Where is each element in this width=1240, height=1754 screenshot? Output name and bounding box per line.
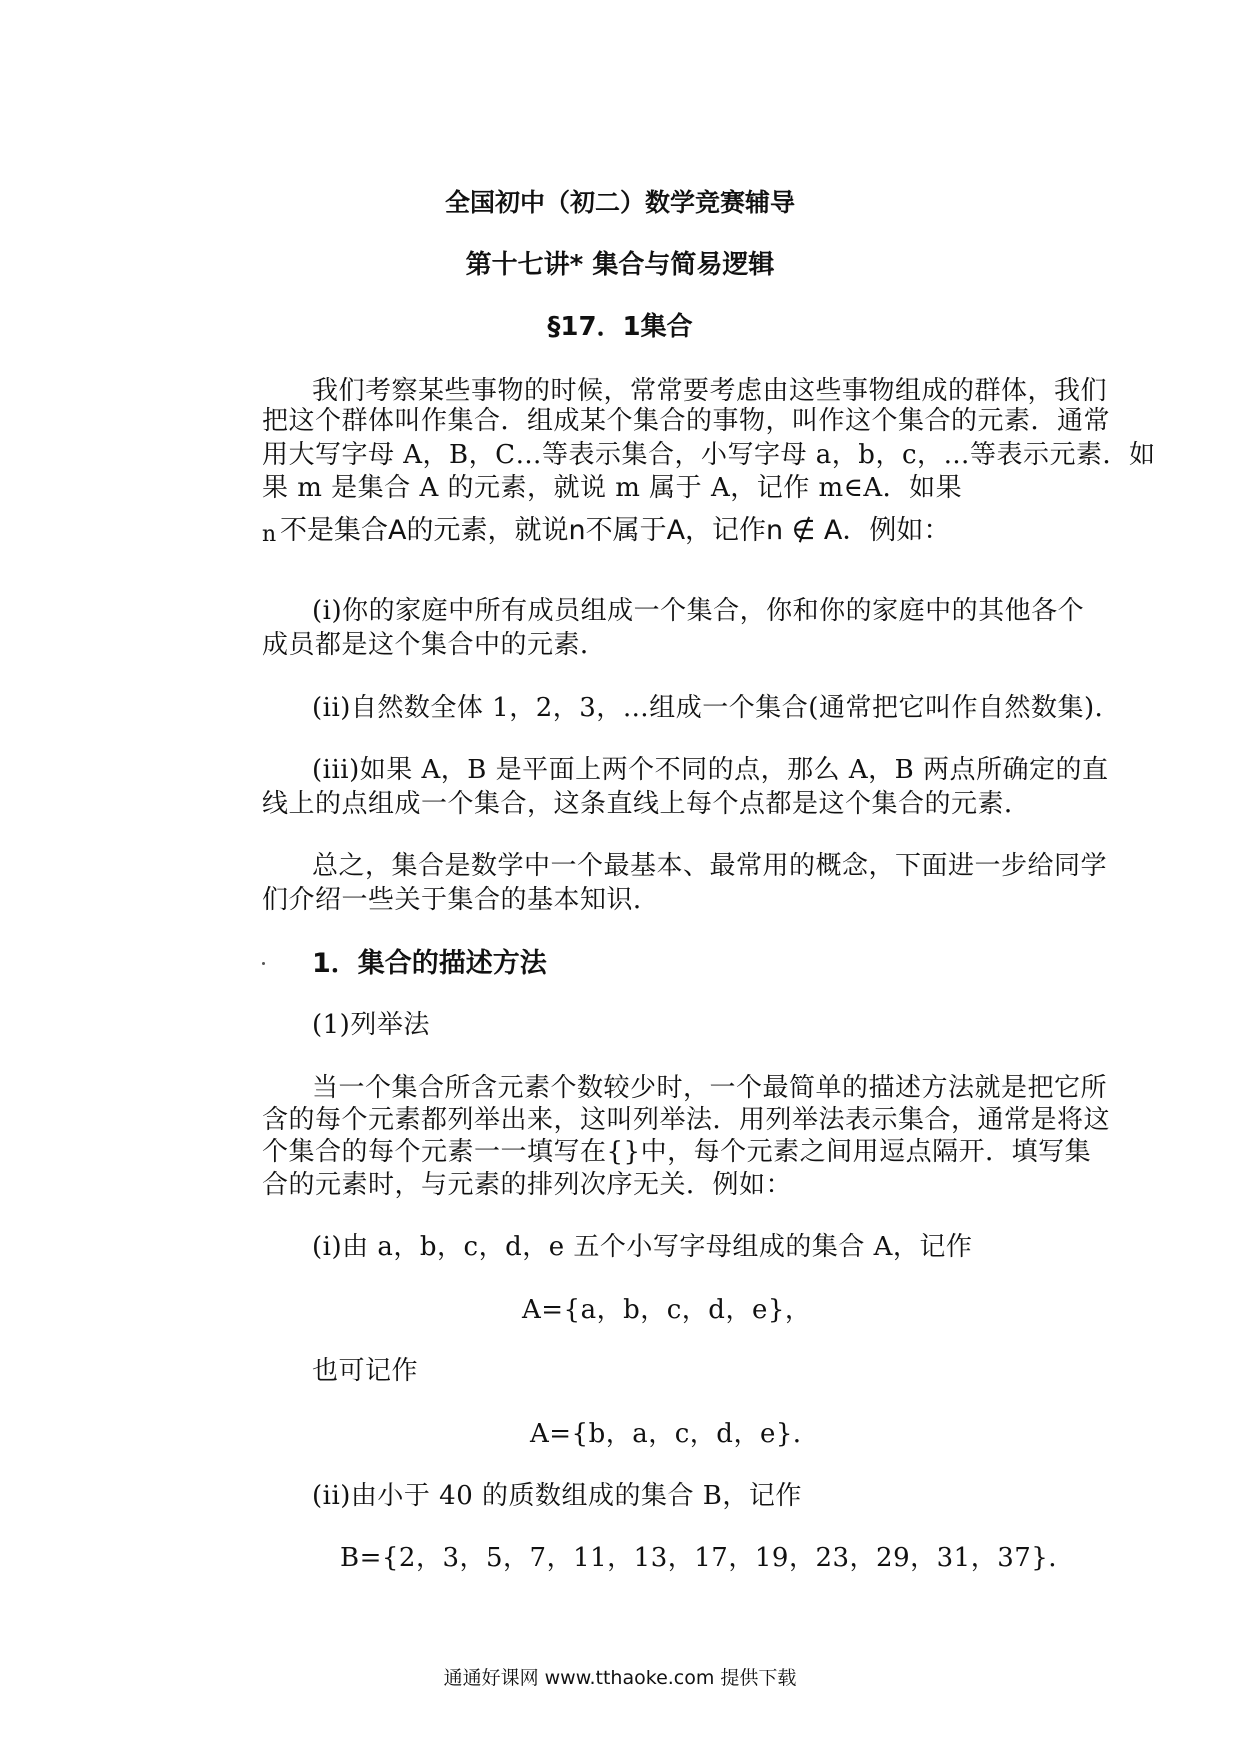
example-i-line-1: (i)你的家庭中所有成员组成一个集合，你和你的家庭中的其他各个 xyxy=(312,596,1085,626)
intro-line-4: 果 m 是集合 A 的元素，就说 m 属于 A，记作 m∈A．如果 xyxy=(262,473,963,503)
part1-example-i: (i)由 a，b，c，d，e 五个小写字母组成的集合 A，记作 xyxy=(312,1232,973,1262)
part1-para-line-3: 个集合的每个元素一一填写在{}中，每个元素之间用逗点隔开．填写集 xyxy=(262,1137,1092,1167)
part1-example-ii: (ii)由小于 40 的质数组成的集合 B，记作 xyxy=(312,1481,802,1511)
example-i-line-2: 成员都是这个集合中的元素． xyxy=(262,630,607,660)
intro-line-3: 用大写字母 A，B，C…等表示集合，小写字母 a，b，c，…等表示元素．如 xyxy=(262,440,1156,470)
part1-subheading: (1)列举法 xyxy=(312,1010,430,1040)
part1-para-line-1: 当一个集合所含元素个数较少时，一个最简单的描述方法就是把它所 xyxy=(312,1073,1108,1103)
also-written: 也可记作 xyxy=(312,1356,419,1386)
intro-n-letter: n xyxy=(262,522,277,547)
summary-line-1: 总之，集合是数学中一个最基本、最常用的概念，下面进一步给同学 xyxy=(312,851,1108,881)
part1-para-line-4: 合的元素时，与元素的排列次序无关．例如： xyxy=(262,1170,793,1200)
formula-a1: A={a，b，c，d，e}， xyxy=(522,1295,812,1325)
intro-line-1: 我们考察某些事物的时候，常常要考虑由这些事物组成的群体，我们 xyxy=(312,376,1108,406)
part1-heading: 1．集合的描述方法 xyxy=(312,948,547,979)
example-iii-line-2: 线上的点组成一个集合，这条直线上每个点都是这个集合的元素． xyxy=(262,789,1031,819)
part1-para-line-2: 含的每个元素都列举出来，这叫列举法．用列举法表示集合，通常是将这 xyxy=(262,1105,1111,1135)
page-footer: 通通好课网 www.tthaoke.com 提供下载 xyxy=(443,1667,797,1689)
section-title: §17．1集合 xyxy=(547,312,693,342)
scan-speck xyxy=(262,962,265,965)
lecture-title: 第十七讲* 集合与简易逻辑 xyxy=(465,250,775,280)
document-title: 全国初中（初二）数学竞赛辅导 xyxy=(444,188,795,217)
intro-line-2: 把这个群体叫作集合．组成某个集合的事物，叫作这个集合的元素．通常 xyxy=(262,406,1111,436)
formula-b: B={2，3，5，7，11，13，17，19，23，29，31，37}． xyxy=(340,1543,1075,1573)
formula-a2: A={b，a，c，d，e}． xyxy=(530,1419,820,1449)
example-ii-line: (ii)自然数全体 1，2，3，…组成一个集合(通常把它叫作自然数集)． xyxy=(312,693,1122,723)
example-iii-line-1: (iii)如果 A，B 是平面上两个不同的点，那么 A，B 两点所确定的直 xyxy=(312,755,1109,785)
summary-line-2: 们介绍一些关于集合的基本知识． xyxy=(262,885,660,915)
intro-n-line: 不是集合A的元素，就说n不属于A，记作n ∉ A．例如： xyxy=(280,515,951,546)
